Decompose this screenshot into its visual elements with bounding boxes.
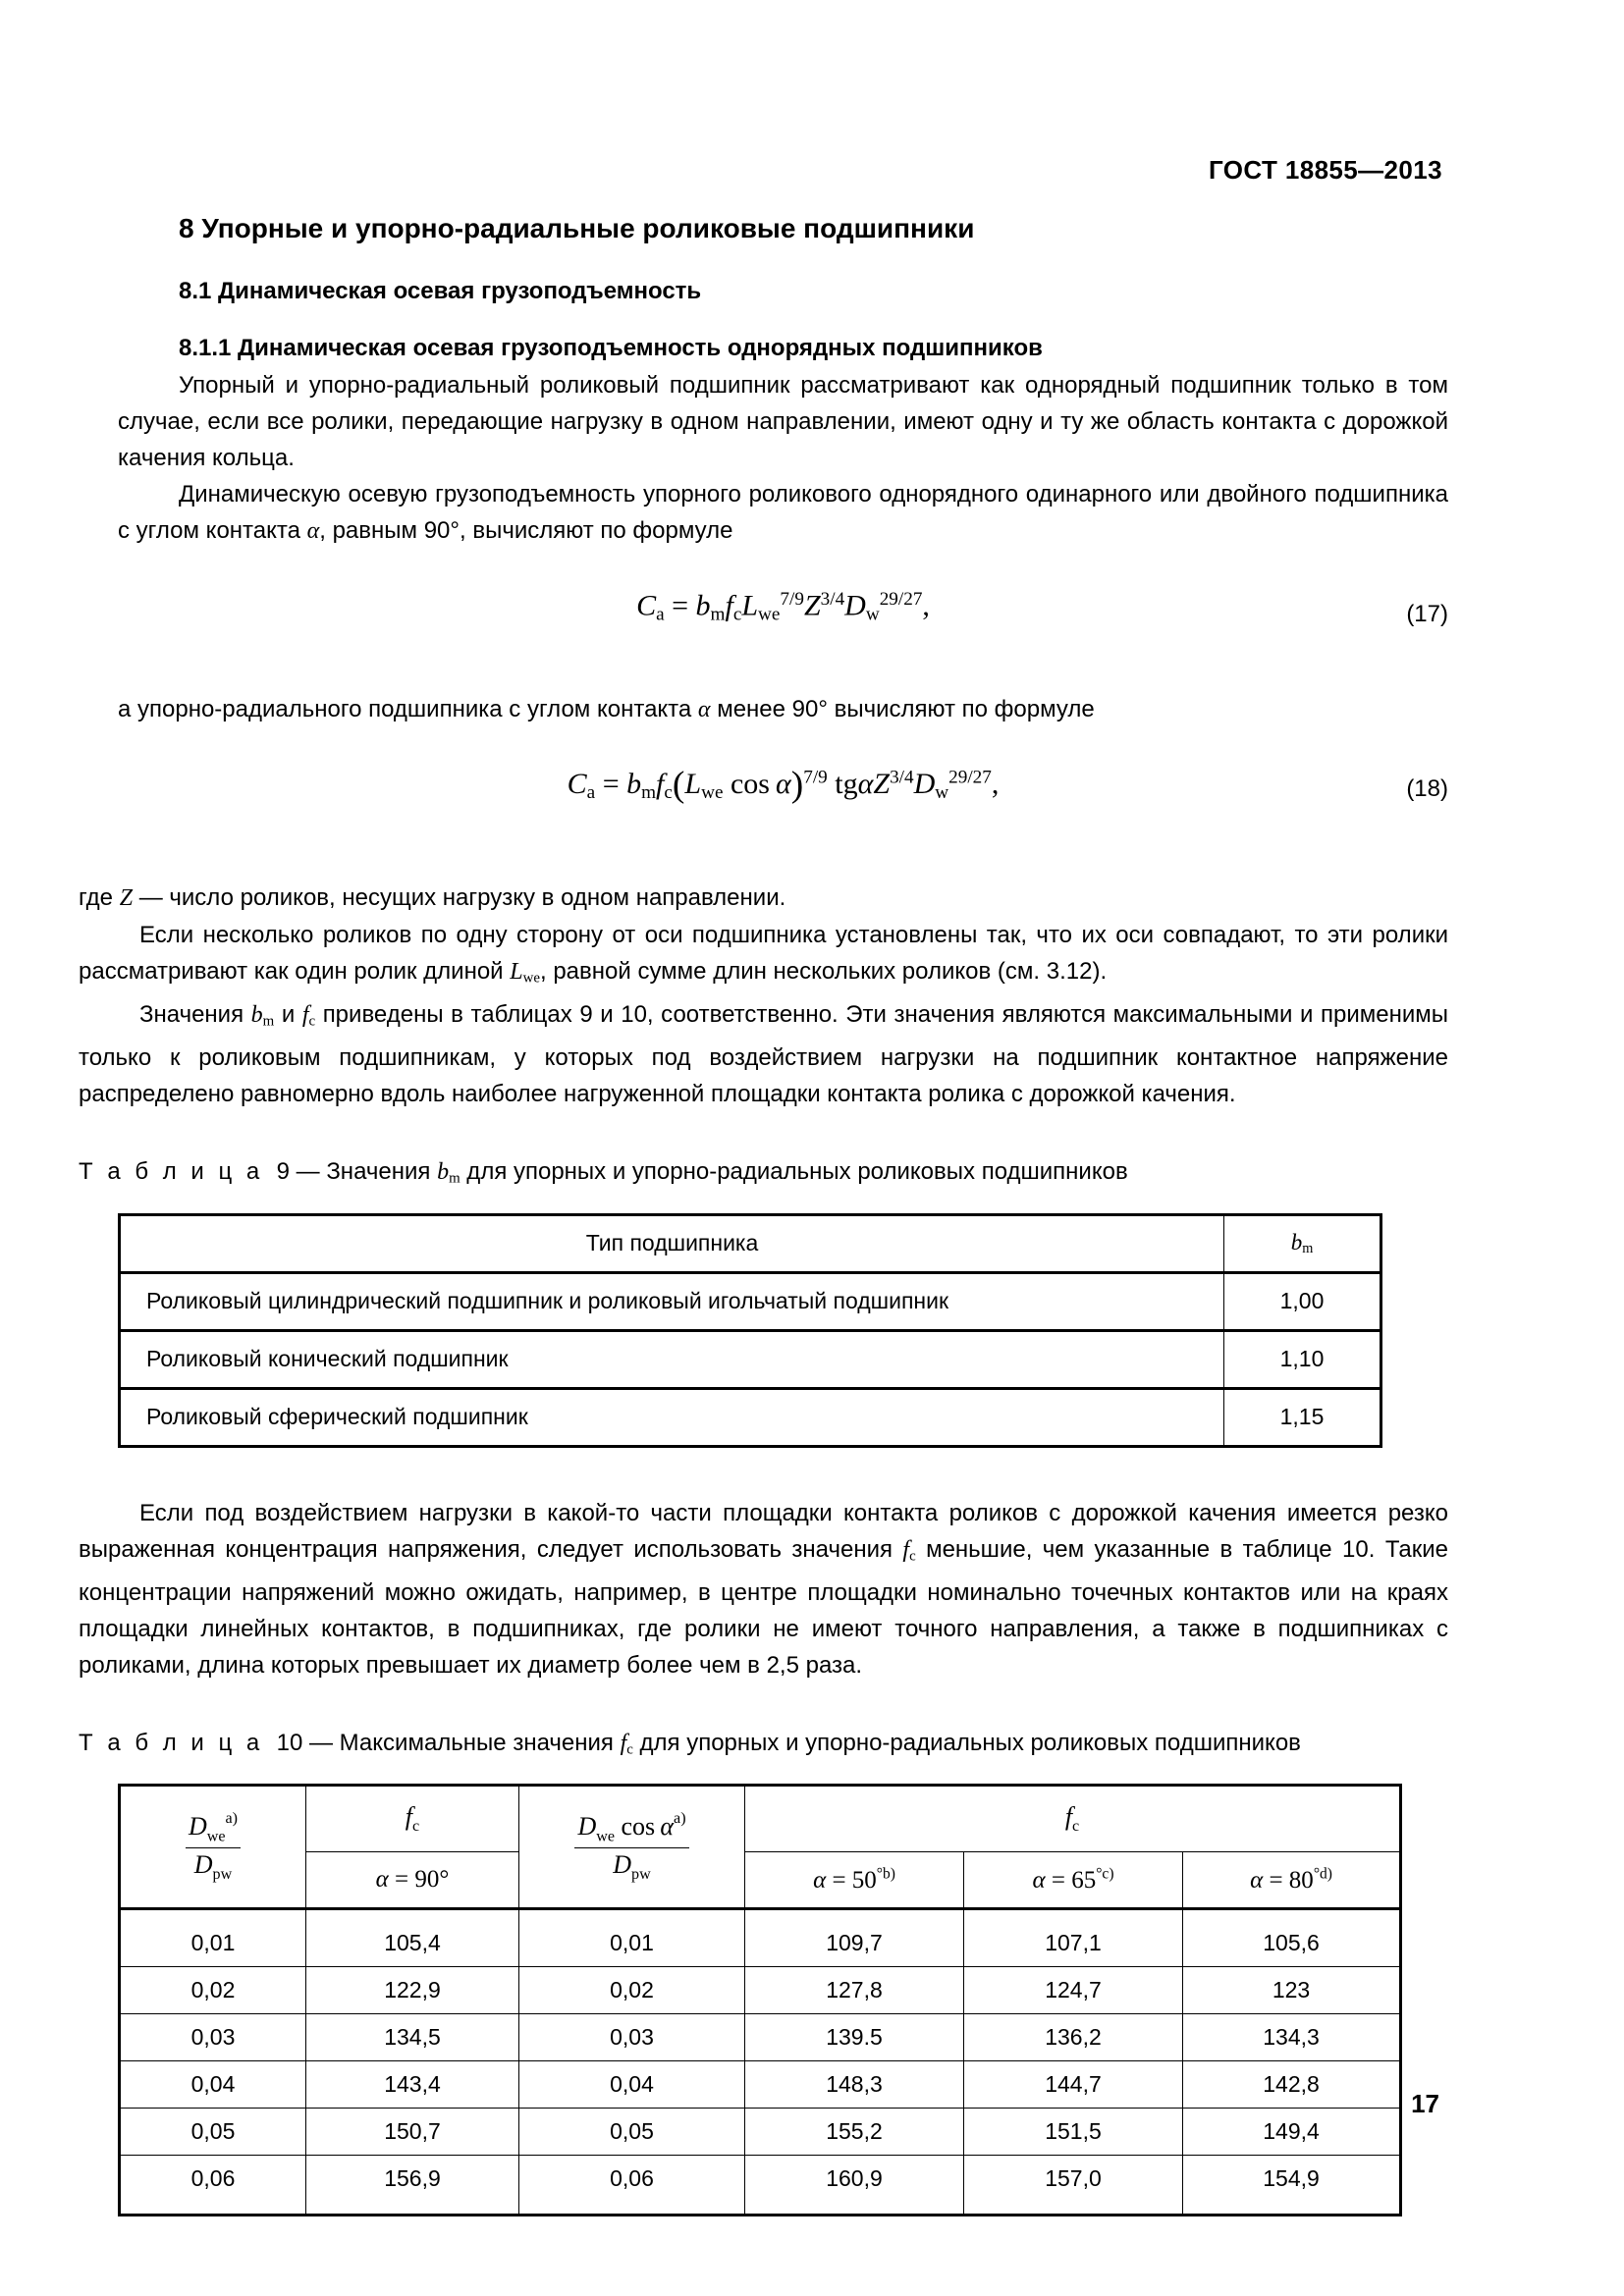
table-10-header-alpha-65-text: $\alpha = 65^{^\circ c)}$ [1032, 1865, 1114, 1894]
footnote-marker-a: a) [225, 1809, 239, 1827]
variable-fc-2: $f_c$ [902, 1536, 916, 1564]
paragraph-3 [118, 691, 1448, 728]
table-10-cell-r5c5: 151,5 [964, 2109, 1183, 2156]
table-10-cell-r6c5: 157,0 [964, 2156, 1183, 2216]
paragraph-3-pre: а упорно-радиального подшипника с углом контакта [118, 695, 698, 722]
table-row [120, 1272, 1381, 1330]
table-10-header-fc-1-symbol: $f_c$ [405, 1802, 420, 1836]
table-10-caption [79, 1727, 1448, 1766]
table-9-cell-bm-1: 1,00 [1224, 1272, 1381, 1330]
fraction-denominator: $D_{pw}$ [193, 1850, 233, 1884]
paragraph-2-pre: Динамическую осевую грузоподъемность упорного роликового однорядного одинарного или двойного подшипника с углом контакта [118, 480, 1448, 544]
table-10-cell-r1c6: 105,6 [1183, 1909, 1401, 1967]
formula-17-f-sub: c [732, 604, 742, 625]
table-9-caption-dash: — [296, 1158, 320, 1186]
table-row [120, 2156, 1401, 2216]
table-10-cell-r2c3: 0,02 [519, 1967, 745, 2014]
table-10-header-fc-2 [745, 1786, 1401, 1852]
table-10-cell-r3c5: 136,2 [964, 2014, 1183, 2061]
paragraph-5-a: Если несколько роликов по одну сторону от оси подшипника установлены так, что их оси совпадают, то эти ролики рассматривают как один ролик длиной [79, 921, 1448, 985]
fraction-denominator-2: $D_{pw}$ [613, 1850, 651, 1884]
table-9-caption-label: Т а б л и ц а [79, 1158, 264, 1186]
formula-17-D-sub: w [865, 604, 880, 625]
formula-18-cos: cos [730, 767, 770, 800]
formula-18-row [118, 764, 1448, 834]
formula-18-b: b [626, 767, 642, 800]
paragraph-7 [79, 1495, 1448, 1683]
table-10-cell-r5c4: 155,2 [745, 2109, 964, 2156]
formula-18-alpha: α [776, 767, 791, 800]
variable-fc-caption: $f_c$ [620, 1730, 633, 1758]
table-10-header-fc-1 [306, 1786, 519, 1852]
formula-18-D-sup: 29/27 [948, 767, 992, 788]
table-10-cell-r5c2: 150,7 [306, 2109, 519, 2156]
paragraph-2-post: , равным 90°, вычисляют по формуле [319, 516, 733, 544]
formula-18-f-sub: c [664, 781, 673, 803]
table-9-cell-type-1: Роликовый цилиндрический подшипник и роликовый игольчатый подшипник [120, 1272, 1224, 1330]
table-10-cell-r2c2: 122,9 [306, 1967, 519, 2014]
table-row [120, 1388, 1381, 1446]
variable-Z: Z [119, 884, 134, 911]
formula-17-L-sup: 7/9 [780, 588, 804, 610]
section-heading-8: 8 Упорные и упорно-радиальные роликовые подшипники [179, 213, 975, 243]
table-10-cell-r5c1: 0,05 [120, 2109, 306, 2156]
formula-18-tg: tg [835, 767, 858, 800]
variable-bm: $b_m$ [250, 1002, 275, 1030]
formula-18 [568, 764, 1000, 806]
table-10-header-alpha-50 [745, 1852, 964, 1909]
table-10-header-row-1 [120, 1786, 1401, 1852]
table-10-cell-r6c4: 160,9 [745, 2156, 964, 2216]
table-10-cell-r6c1: 0,06 [120, 2156, 306, 2216]
table-10-cell-r3c6: 134,3 [1183, 2014, 1401, 2061]
paragraph-4 [79, 880, 1448, 917]
table-10-header-alpha-65 [964, 1852, 1183, 1909]
variable-fc: $f_c$ [301, 1002, 316, 1030]
table-9-cell-type-3: Роликовый сферический подшипник [120, 1388, 1224, 1446]
table-10-cell-r6c3: 0,06 [519, 2156, 745, 2216]
table-10-header-row-2 [120, 1852, 1401, 1909]
table-row [120, 2061, 1401, 2109]
table-10-caption-dash: — [308, 1729, 333, 1756]
table-10-cell-r4c6: 142,8 [1183, 2061, 1401, 2109]
page-number: 17 [1411, 2089, 1439, 2118]
table-9-caption [79, 1155, 1448, 1195]
formula-17-f: f [725, 589, 733, 622]
table-10-cell-r5c6: 149,4 [1183, 2109, 1401, 2156]
formula-18-trailing-comma: , [991, 767, 1000, 800]
paragraph-4-post: — число роликов, несущих нагрузку в одном направлении. [133, 883, 786, 911]
section-heading-8-1-1: 8.1.1 Динамическая осевая грузоподъемность однорядных подшипников [179, 334, 1043, 361]
table-row [120, 1330, 1381, 1388]
table-10-cell-r4c5: 144,7 [964, 2061, 1183, 2109]
table-10-header-alpha-80-text: $\alpha = 80^{^\circ d)}$ [1250, 1865, 1332, 1894]
table-9-header-bm [1224, 1214, 1381, 1272]
section-heading-8-1: 8.1 Динамическая осевая грузоподъемность [179, 278, 702, 305]
table-9-caption-text-a: Значения [326, 1158, 438, 1186]
formula-17 [636, 589, 930, 625]
table-9-caption-text-b: для упорных и упорно-радиальных роликовых подшипников [460, 1158, 1128, 1186]
table-10-cell-r6c2: 156,9 [306, 2156, 519, 2216]
table-10-cell-r3c3: 0,03 [519, 2014, 745, 2061]
formula-17-Z: Z [803, 589, 821, 622]
table-10-caption-number: 10 [276, 1729, 303, 1756]
formula-17-L: L [741, 589, 759, 622]
table-10-header-ratio-1 [120, 1786, 306, 1909]
fraction-numerator: $D_{we}^{a)}$ [186, 1810, 241, 1848]
paragraph-6 [79, 996, 1448, 1112]
paragraph-5 [79, 917, 1448, 996]
paragraph-7-a: Если под воздействием нагрузки в какой-то части площадки контакта роликов с дорожкой качения имеется резко выраженная концентрация напряжения, следует использовать значения [79, 1499, 1448, 1563]
table-10-caption-text-b: для упорных и упорно-радиальных роликовых подшипников [632, 1729, 1301, 1756]
table-9-cell-bm-3: 1,15 [1224, 1388, 1381, 1446]
variable-Lwe: $L_{we}$ [510, 958, 540, 987]
table-9 [118, 1213, 1382, 1448]
table-10-header-alpha-90-text: α = 90° [375, 1866, 450, 1894]
table-10-cell-r4c4: 148,3 [745, 2061, 964, 2109]
formula-17-row [118, 589, 1448, 654]
table-10 [118, 1784, 1402, 2216]
alpha-symbol-inline-2: α [697, 696, 711, 722]
formula-18-Z-sup: 3/4 [890, 767, 914, 788]
formula-18-L: L [684, 767, 702, 800]
table-10-caption-label: Т а б л и ц а [79, 1729, 264, 1756]
paragraph-4-pre: где [79, 883, 120, 911]
formula-18-group-sup: 7/9 [803, 767, 828, 788]
table-10-cell-r1c3: 0,01 [519, 1909, 745, 1967]
table-row [120, 2109, 1401, 2156]
formula-17-number: (17) [1406, 600, 1448, 627]
formula-17-b: b [695, 589, 711, 622]
formula-18-Z: Z [873, 767, 891, 800]
table-9-cell-bm-2: 1,10 [1224, 1330, 1381, 1388]
fraction-Dwe-over-Dpw [186, 1810, 241, 1885]
paragraph-1: Упорный и упорно-радиальный роликовый подшипник рассматривают как однорядный подшипник только в том случае, если все ролики, передающие нагрузку в одном направлении, имеют одну и ту же область контакта с дорожкой качения кольца. [118, 371, 1448, 471]
formula-17-equals: = [672, 589, 689, 622]
table-10-header-ratio-2 [519, 1786, 745, 1909]
formula-17-lhs-sub: a [656, 604, 665, 625]
formula-18-alpha-2: α [857, 767, 874, 800]
table-10-header-alpha-50-text: $\alpha = 50^{^\circ b)}$ [813, 1865, 895, 1894]
paragraph-3-post: менее 90° вычисляют по формуле [710, 695, 1095, 722]
variable-bm-caption: $b_m$ [437, 1159, 460, 1187]
table-10-cell-r1c4: 109,7 [745, 1909, 964, 1967]
table-row [120, 1909, 1401, 1967]
table-9-header-bm-symbol: $b_m$ [1290, 1230, 1314, 1257]
table-10-cell-r3c1: 0,03 [120, 2014, 306, 2061]
formula-18-equals: = [602, 767, 620, 800]
formula-18-paren-open: ( [672, 764, 685, 805]
table-9-caption-number: 9 [276, 1158, 290, 1186]
table-10-cell-r5c3: 0,05 [519, 2109, 745, 2156]
formula-17-trailing-comma: , [922, 589, 930, 622]
paragraph-6-a: Значения [139, 1001, 251, 1029]
formula-18-lhs: C [567, 767, 587, 800]
table-10-header-fc-2-symbol: $f_c$ [1064, 1802, 1080, 1836]
paragraph-6-b: и [274, 1001, 302, 1029]
paragraph-2 [118, 476, 1448, 550]
paragraph-6-c: приведены в таблицах 9 и 10, соответственно. Эти значения являются максимальными и применимы только к роликовым подшипникам, у которых под воздействием нагрузки на подшипник контактное напряжение распределено равномерно вдоль наиболее нагруженной площадки контакта ролика с дорожкой качения. [79, 1001, 1449, 1108]
formula-18-D-sub: w [935, 781, 949, 803]
table-10-cell-r2c6: 123 [1183, 1967, 1401, 2014]
table-10-cell-r3c4: 139.5 [745, 2014, 964, 2061]
formula-17-L-sub: we [758, 604, 781, 625]
table-row [120, 2014, 1401, 2061]
table-10-cell-r4c3: 0,04 [519, 2061, 745, 2109]
running-header-standard-number: ГОСТ 18855—2013 [1209, 155, 1442, 185]
formula-17-D: D [844, 589, 866, 622]
table-10-cell-r2c4: 127,8 [745, 1967, 964, 2014]
fraction-Dwe-cos-alpha-over-Dpw [574, 1810, 688, 1885]
table-10-cell-r4c2: 143,4 [306, 2061, 519, 2109]
formula-18-f: f [656, 767, 665, 800]
formula-18-D: D [913, 767, 936, 800]
formula-17-Z-sup: 3/4 [820, 588, 845, 610]
table-10-header-alpha-90 [306, 1852, 519, 1909]
table-10-caption-text-a: Максимальные значения [339, 1729, 621, 1756]
footnote-marker-a-2: a) [674, 1809, 686, 1827]
table-9-header-type: Тип подшипника [120, 1214, 1224, 1272]
formula-18-b-sub: m [641, 781, 657, 803]
page-content [79, 211, 1449, 2216]
alpha-symbol-inline: α [306, 517, 320, 544]
fraction-numerator-2: $D_{we}$ cos α$^{a)}$ [574, 1810, 688, 1848]
table-9-cell-type-2: Роликовый конический подшипник [120, 1330, 1224, 1388]
formula-18-lhs-sub: a [586, 781, 596, 803]
table-9-header-row [120, 1214, 1381, 1272]
table-10-cell-r1c1: 0,01 [120, 1909, 306, 1967]
table-10-cell-r1c5: 107,1 [964, 1909, 1183, 1967]
formula-18-paren-close: ) [790, 764, 804, 805]
table-10-cell-r3c2: 134,5 [306, 2014, 519, 2061]
table-10-header-alpha-80 [1183, 1852, 1401, 1909]
table-10-cell-r2c1: 0,02 [120, 1967, 306, 2014]
table-10-cell-r6c6: 154,9 [1183, 2156, 1401, 2216]
formula-18-L-sub: we [701, 781, 724, 803]
formula-17-b-sub: m [710, 604, 726, 625]
table-10-cell-r1c2: 105,4 [306, 1909, 519, 1967]
paragraph-5-b: , равной сумме длин нескольких роликов (см. 3.12). [539, 957, 1108, 985]
table-10-cell-r4c1: 0,04 [120, 2061, 306, 2109]
table-10-cell-r2c5: 124,7 [964, 1967, 1183, 2014]
formula-17-lhs: C [636, 589, 657, 622]
table-row [120, 1967, 1401, 2014]
paragraph-7-b: меньшие, чем указанные в таблице 10. Такие концентрации напряжений можно ожидать, например, в центре площадки номинально точечных контактов или на краях площадки линейных контактов, в подшипниках, где ролики не имеют точного направления, а также в подшипниках с роликами, длина которых превышает их диаметр более чем в 2,5 раза. [79, 1535, 1449, 1679]
formula-17-D-sup: 29/27 [879, 588, 923, 610]
formula-18-number: (18) [1406, 774, 1448, 802]
